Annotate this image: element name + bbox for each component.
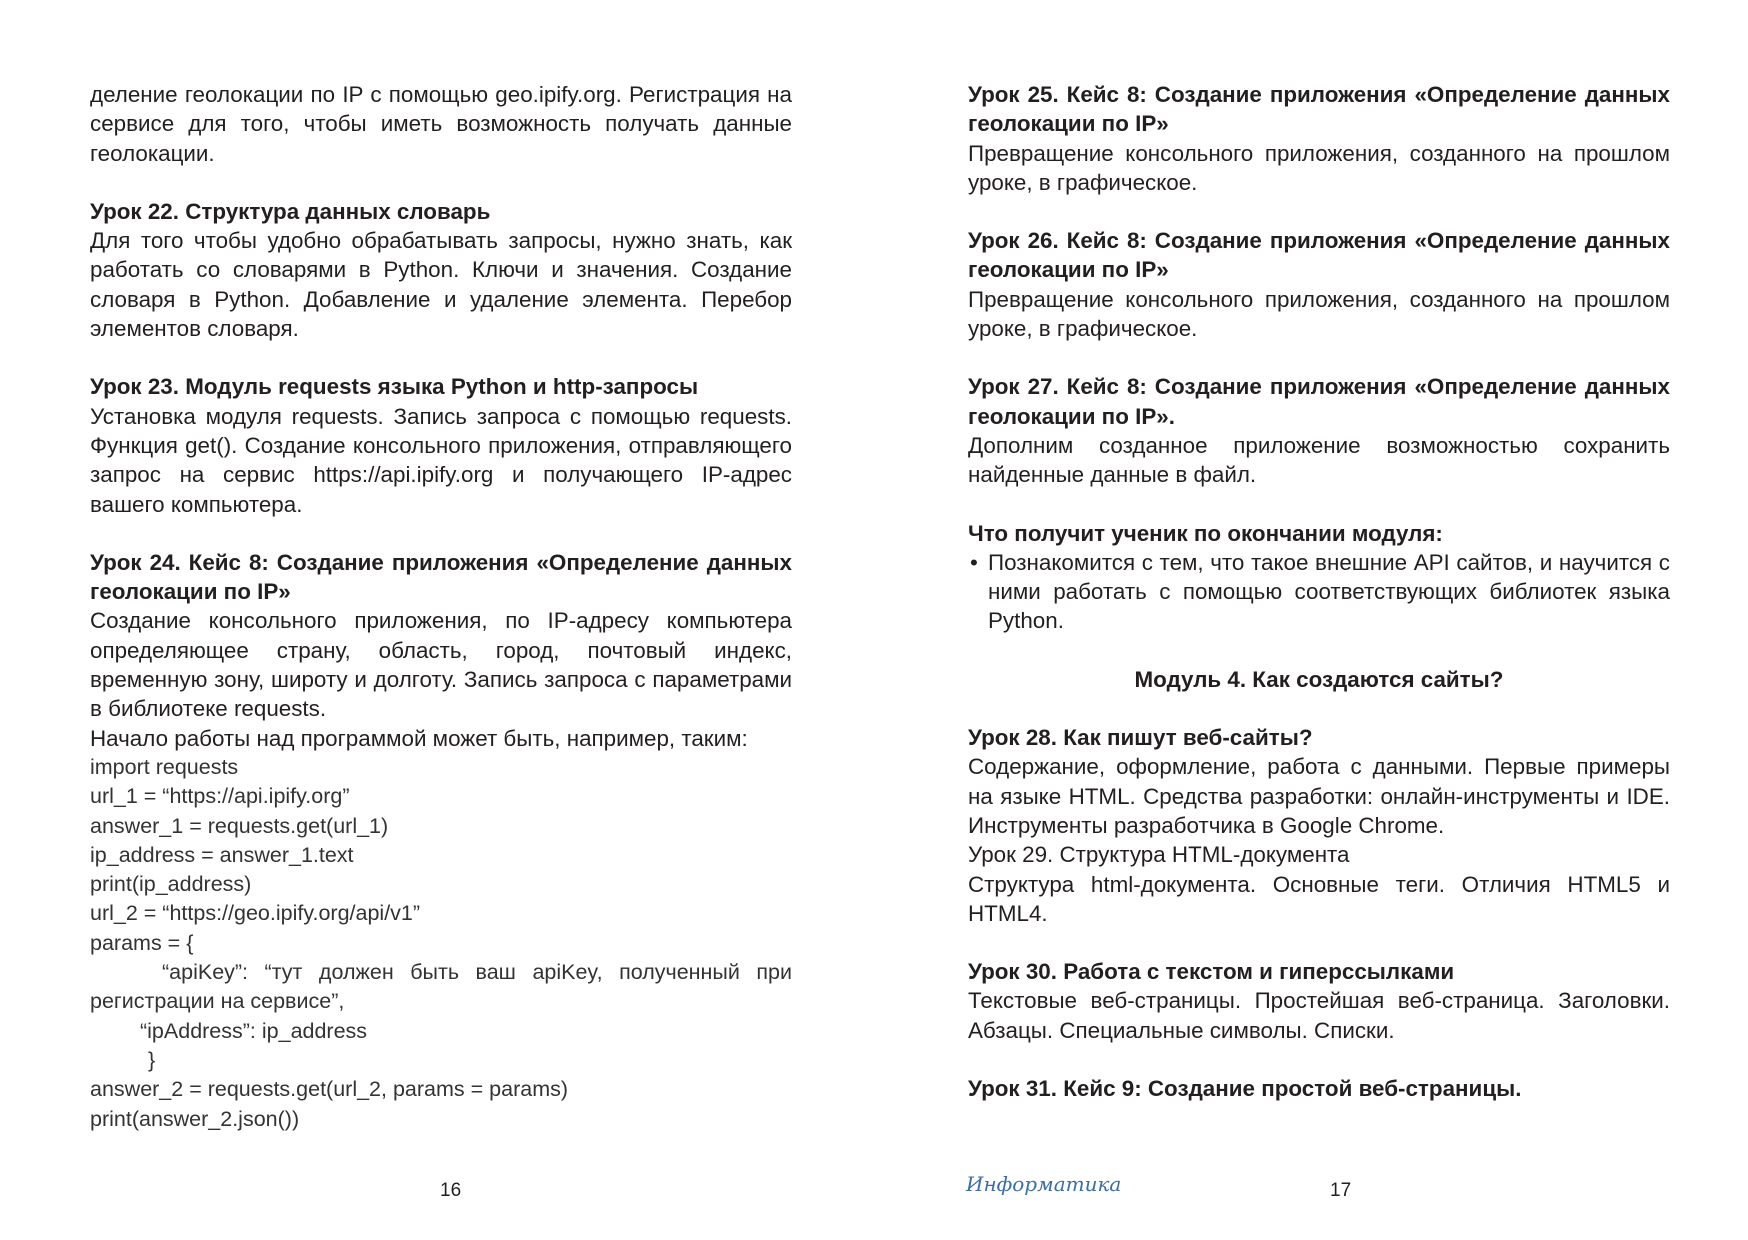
code-line: answer_2 = requests.get(url_2, params = params): [90, 1077, 569, 1102]
lesson-30-title: Урок 30. Работа с текстом и гиперссылками: [968, 959, 1455, 985]
code-line: print(answer_2.json()): [90, 1106, 300, 1131]
lesson-28-body: Содержание, оформление, работа с данными. Первые примеры на языке HTML. Средства разработки: онлайн-инструменты и IDE. Инструменты разработчика в Google Chrome.: [968, 754, 1670, 838]
code-line: import requests: [90, 754, 239, 779]
lesson-24-body: Создание консольного приложения, по IP-адресу компьютера определяющее страну, область, город, почтовый индекс, временную зону, широту и долготу. Запись запроса с параметрами в библиотеке requests.: [90, 608, 792, 722]
code-close-brace: }: [148, 1047, 156, 1072]
code-line: ip_address = answer_1.text: [90, 842, 354, 867]
code-line: url_2 = “https://geo.ipify.org/api/v1”: [90, 901, 421, 926]
lesson-31-title: Урок 31. Кейс 9: Создание простой веб-страницы.: [968, 1076, 1522, 1102]
lesson-23-body: Установка модуля requests. Запись запроса с помощью requests. Функция get(). Создание консольного приложения, отправляющего запрос на сервис https://api.ipify.org и получающего IP-адрес вашего компьютера.: [90, 403, 792, 517]
lesson-25-body: Превращение консольного приложения, созданного на прошлом уроке, в графическое.: [968, 140, 1670, 195]
intro-paragraph: деление геолокации по IP с помощью geo.ipify.org. Регистрация на сервисе для того, чтобы иметь возможность получать данные геолокации.: [90, 82, 792, 166]
lesson-29-body: Структура html-документа. Основные теги. Отличия HTML5 и HTML4.: [968, 871, 1670, 926]
module-4-title: Модуль 4. Как создаются сайты?: [1134, 666, 1504, 692]
left-page-column: [90, 80, 792, 1134]
right-page-column: [968, 80, 1670, 1103]
right-page: [874, 0, 1748, 1240]
lesson-26-title: Урок 26. Кейс 8: Создание приложения «Определение данных геолокации по IP»: [968, 228, 1670, 283]
code-apikey-line: “apiKey”: “тут должен быть ваш apiKey, полученный при регистрации на сервисе”,: [90, 960, 792, 1014]
outcome-title: Что получит ученик по окончании модуля:: [968, 520, 1443, 546]
code-line: print(ip_address): [90, 872, 252, 897]
code-block: [90, 753, 792, 1134]
running-title: Информатика: [966, 1172, 1122, 1196]
lesson-26-body: Превращение консольного приложения, созданного на прошлом уроке, в графическое.: [968, 286, 1670, 342]
outcome-bullet: [968, 548, 1670, 636]
lesson-24-title: Урок 24. Кейс 8: Создание приложения «Определение данных геолокации по IP»: [90, 549, 792, 605]
bullet-icon: •: [970, 549, 978, 575]
code-line: answer_1 = requests.get(url_1): [90, 813, 389, 838]
lesson-22-body: Для того чтобы удобно обрабатывать запросы, нужно знать, как работать со словарями в Python. Ключи и значения. Создание словаря в Python. Добавление и удаление элемента. Перебор элементов словаря.: [90, 228, 792, 342]
code-ipaddress-line: “ipAddress”: ip_address: [140, 1018, 368, 1043]
page-number-left: 16: [440, 1180, 462, 1201]
lesson-27-title: Урок 27. Кейс 8: Создание приложения «Определение данных геолокации по IP».: [968, 374, 1670, 429]
lesson-23-title: Урок 23. Модуль requests языка Python и http-запросы: [90, 374, 699, 400]
lesson-29-title: Урок 29. Структура HTML-документа: [968, 842, 1350, 868]
lesson-25-title: Урок 25. Кейс 8: Создание приложения «Определение данных геолокации по IP»: [968, 82, 1670, 137]
lesson-24-code-intro: Начало работы над программой может быть, например, таким:: [90, 725, 748, 751]
lesson-27-body: Дополним созданное приложение возможностью сохранить найденные данные в файл.: [968, 432, 1670, 488]
lesson-22-title: Урок 22. Структура данных словарь: [90, 198, 491, 224]
code-line: params = {: [90, 930, 194, 955]
lesson-28-title: Урок 28. Как пишут веб-сайты?: [968, 725, 1313, 751]
lesson-30-body: Текстовые веб-страницы. Простейшая веб-страница. Заголовки. Абзацы. Специальные символы. Списки.: [968, 988, 1670, 1043]
page-number-right: 17: [1330, 1180, 1352, 1201]
outcome-bullet-text: Познакомится с тем, что такое внешние API сайтов, и научится с ними работать с помощью соответствующих библиотек языка Python.: [988, 549, 1670, 634]
code-line: url_1 = “https://api.ipify.org”: [90, 784, 350, 809]
